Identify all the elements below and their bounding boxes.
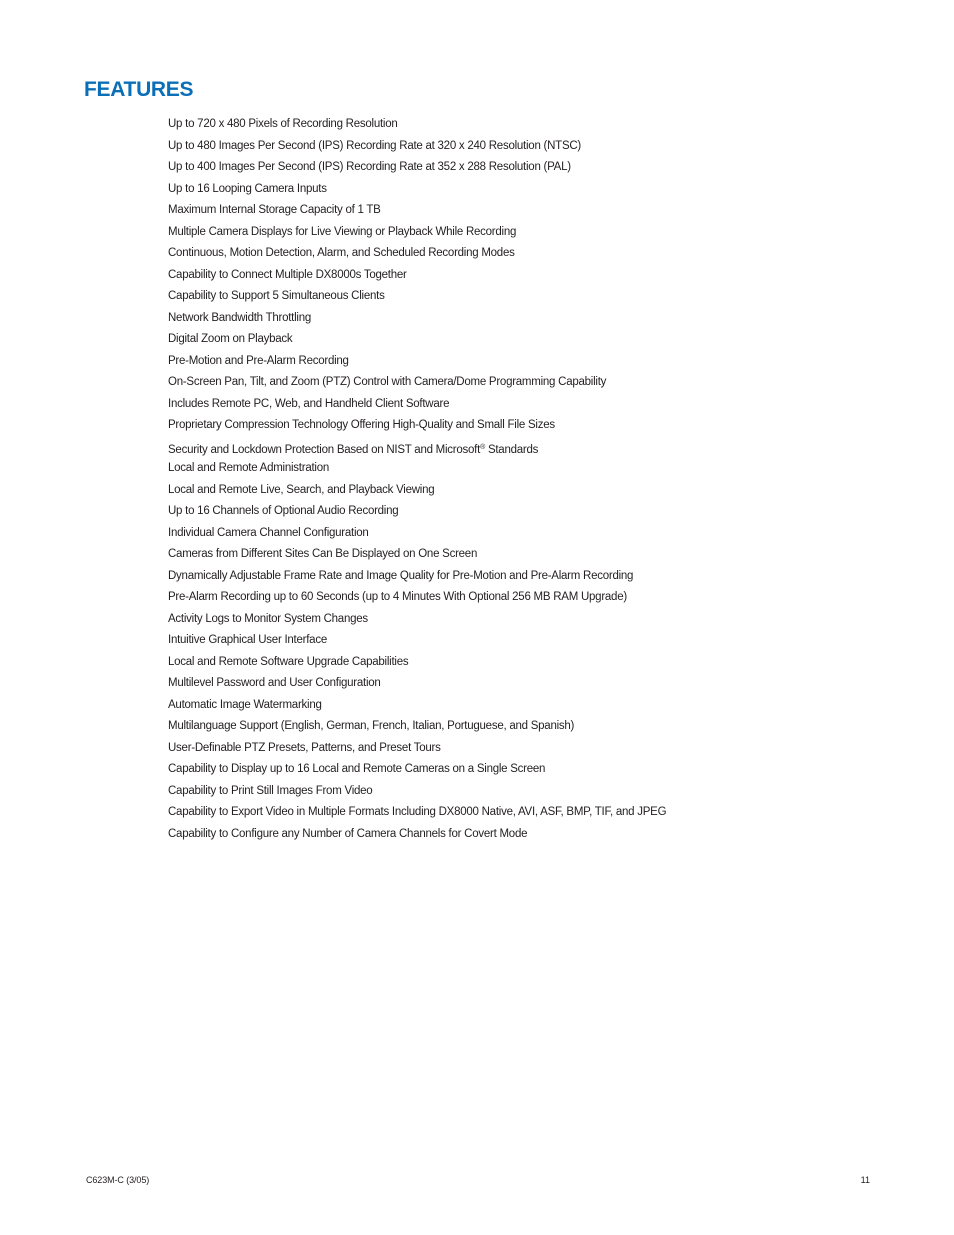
- feature-item: Activity Logs to Monitor System Changes: [168, 612, 368, 625]
- feature-item: Local and Remote Live, Search, and Playback Viewing: [168, 483, 435, 496]
- feature-item: Pre-Alarm Recording up to 60 Seconds (up to 4 Minutes With Optional 256 MB RAM Upgrade): [168, 591, 627, 603]
- feature-item: Capability to Display up to 16 Local and Remote Cameras on a Single Screen: [168, 763, 546, 775]
- feature-item: Proprietary Compression Technology Offering High-Quality and Small File Sizes: [168, 419, 555, 431]
- feature-item: Up to 16 Channels of Optional Audio Recording: [168, 505, 399, 517]
- feature-item: Up to 480 Images Per Second (IPS) Recording Rate at 320 x 240 Resolution (NTSC): [168, 139, 581, 152]
- feature-item: Digital Zoom on Playback: [168, 333, 293, 345]
- page-number: 11: [860, 1175, 870, 1185]
- feature-item: Multilevel Password and User Configuration: [168, 677, 381, 689]
- feature-item: Up to 720 x 480 Pixels of Recording Resolution: [168, 118, 398, 130]
- feature-item: Includes Remote PC, Web, and Handheld Client Software: [168, 397, 450, 410]
- features-list: [168, 114, 666, 845]
- feature-item: Continuous, Motion Detection, Alarm, and Scheduled Recording Modes: [168, 247, 515, 259]
- feature-item: Local and Remote Software Upgrade Capabilities: [168, 655, 409, 668]
- feature-item: Up to 16 Looping Camera Inputs: [168, 182, 327, 195]
- feature-item: Capability to Support 5 Simultaneous Clients: [168, 290, 385, 302]
- feature-item: Pre-Motion and Pre-Alarm Recording: [168, 354, 349, 367]
- feature-item: On-Screen Pan, Tilt, and Zoom (PTZ) Control with Camera/Dome Programming Capability: [168, 376, 607, 388]
- feature-text-suffix: Standards: [485, 443, 539, 456]
- feature-item: Capability to Print Still Images From Video: [168, 784, 373, 797]
- feature-item: Cameras from Different Sites Can Be Displayed on One Screen: [168, 548, 478, 560]
- feature-item: Up to 400 Images Per Second (IPS) Recording Rate at 352 x 288 Resolution (PAL): [168, 161, 571, 173]
- feature-item: Capability to Connect Multiple DX8000s Together: [168, 268, 407, 281]
- page-title: FEATURES: [84, 78, 194, 101]
- feature-item: Capability to Export Video in Multiple Formats Including DX8000 Native, AVI, ASF, BMP, TIF, and JPEG: [168, 806, 667, 818]
- feature-item: Intuitive Graphical User Interface: [168, 634, 327, 646]
- feature-item: Maximum Internal Storage Capacity of 1 TB: [168, 204, 381, 216]
- feature-item: Automatic Image Watermarking: [168, 698, 322, 711]
- registered-mark: ®: [480, 443, 485, 451]
- feature-item: Network Bandwidth Throttling: [168, 311, 311, 324]
- document-code: C623M-C (3/05): [86, 1175, 150, 1185]
- feature-item: Capability to Configure any Number of Camera Channels for Covert Mode: [168, 827, 528, 840]
- feature-item: Multiple Camera Displays for Live Viewing or Playback While Recording: [168, 225, 517, 238]
- feature-item: Local and Remote Administration: [168, 462, 330, 474]
- feature-item: [168, 437, 666, 459]
- feature-text: Security and Lockdown Protection Based on NIST and Microsoft: [168, 443, 481, 456]
- feature-item: Dynamically Adjustable Frame Rate and Image Quality for Pre-Motion and Pre-Alarm Recording: [168, 569, 634, 582]
- feature-item: Individual Camera Channel Configuration: [168, 526, 369, 539]
- feature-item: User-Definable PTZ Presets, Patterns, and Preset Tours: [168, 741, 441, 754]
- feature-item: Multilanguage Support (English, German, French, Italian, Portuguese, and Spanish): [168, 720, 575, 732]
